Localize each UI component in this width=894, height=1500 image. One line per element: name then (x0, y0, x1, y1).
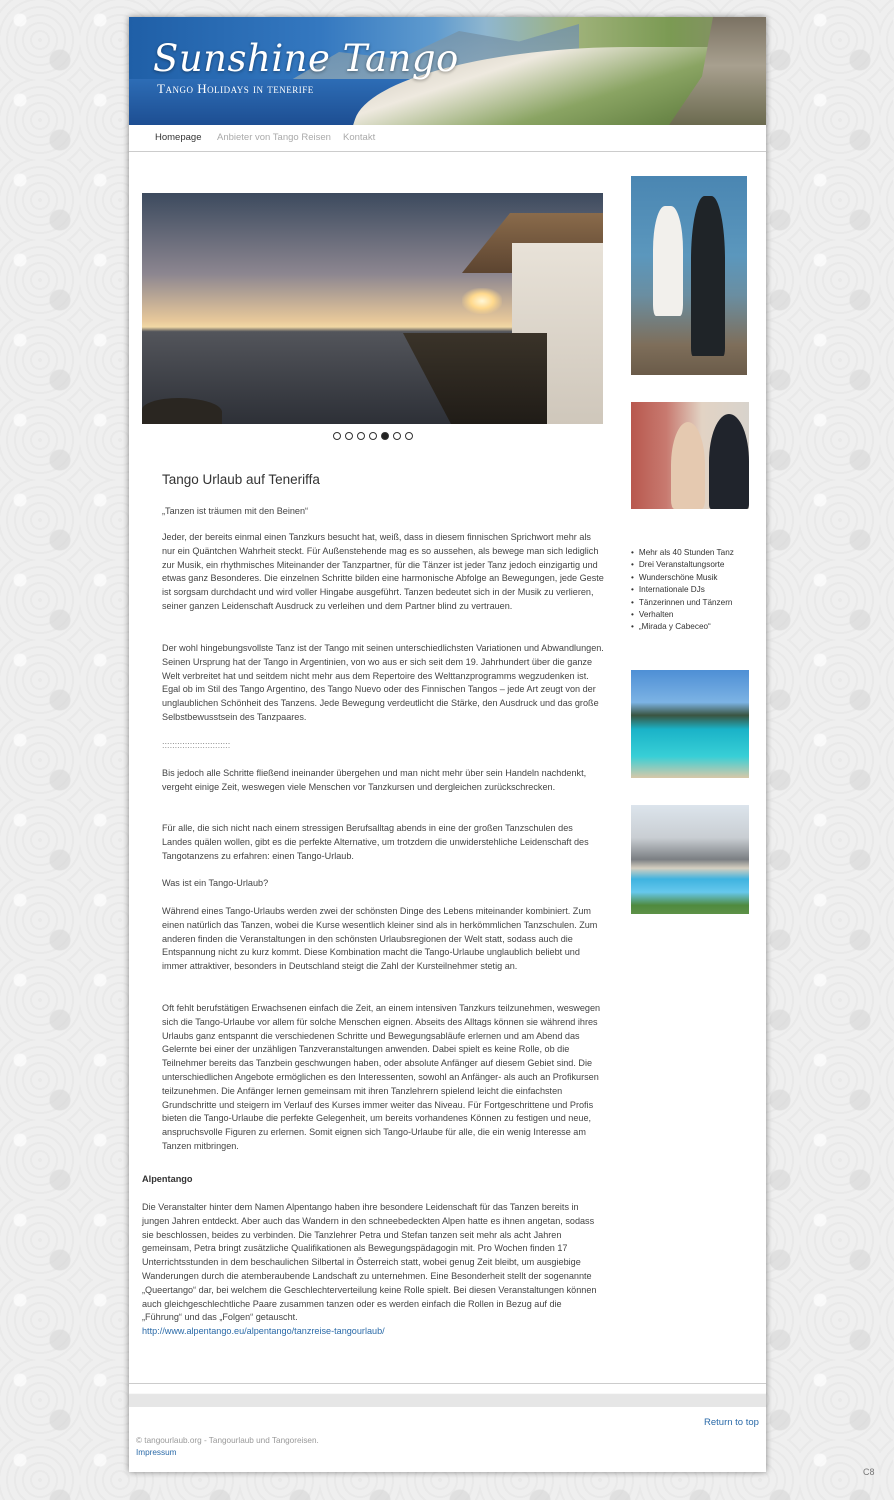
site-header (129, 17, 766, 125)
slider-sun (462, 288, 502, 314)
article-title: Tango Urlaub auf Teneriffa (162, 472, 320, 487)
sidebar-image-dancing-couple (631, 176, 747, 375)
slider-dot[interactable] (333, 432, 341, 440)
dancer-man (709, 414, 749, 509)
nav-item-homepage[interactable]: Homepage (155, 132, 202, 143)
article-paragraph: Jeder, der bereits einmal einen Tanzkurs besucht hat, weiß, dass in diesem finnischen Sprichwort mehr als nur ein Quäntchen Wahrheit steckt. Für Außenstehende mag es so aussehen, als bewege man sich lediglich zur Musik, ein rhythmisches Miteinander der Tanzpartner, für die Tänzer ist jeder Tanz jedoch einzigartig und etwas ganz Besonderes. Die einzelnen Schritte bilden eine harmonische Abfolge an Bewegungen, jede Geste ist sorgsam durchdacht und wird voller Hingabe ausgeführt. Tanzen bedeutet sich in der Musik zu verlieren, seiner ganzen Leidenschaft Ausdruck zu verleihen und dem Partner blind zu vertrauen. (162, 532, 604, 611)
nav-item-kontakt[interactable]: Kontakt (343, 132, 376, 143)
sidebar-list-item: • „Mirada y Cabeceo“ (631, 621, 734, 633)
slider-pagination (333, 432, 413, 442)
article-question: Was ist ein Tango-Urlaub? (162, 878, 269, 888)
alpentango-text: Die Veranstalter hinter dem Namen Alpentango haben ihre besondere Leidenschaft für das Tanzen bereits in jungen Jahren entdeckt. Aber auch das Wandern in den schneebedeckten Alpen hatte es ihnen angetan, sodass sie beschlossen, beides zu verbinden. Die Tanzlehrer Petra und Stefan tanzen seit mehr als acht Jahren gemeinsam, Petra bringt zusätzliche Qualifikationen als Bewegungspädagogin mit. Pro Wochen finden 17 Unterrichtsstunden in dem beschaulichen Silbertal in Österreich statt, wobei genug Zeit bleibt, um ausgiebige Wanderungen durch die atemberaubende Landschaft zu unternehmen. Eine Besonderheit stellt der sogenannte „Queertango“ dar, bei welchem die Geschlechterverteilung keine Rolle spielt. Bei diesen Veranstaltungen können auch gleichgeschlechtliche Paare zusammen tanzen oder es werden einfach die Rollen in Bezug auf die „Führung“ und das „Folgen“ getauscht. (142, 1202, 597, 1323)
sidebar-image-hotel-pool (631, 805, 749, 914)
sidebar-image-beach-bay (631, 670, 749, 778)
dancer-woman (653, 206, 683, 316)
article-paragraph (142, 1201, 604, 1339)
slider-dot[interactable] (405, 432, 413, 440)
sidebar-list-item: • Verhalten (631, 609, 734, 621)
return-to-top-link[interactable]: Return to top (704, 1417, 759, 1428)
image-slider[interactable] (142, 193, 603, 424)
sidebar-image-dancing-people (631, 402, 749, 509)
footer-copyright: © tangourlaub.org - Tangourlaub und Tangoreisen. (136, 1436, 319, 1445)
slider-dot[interactable] (381, 432, 389, 440)
slider-rocks (142, 398, 222, 424)
slider-terrace (387, 333, 547, 424)
main-navigation (129, 125, 766, 152)
corner-tag: C8 (863, 1467, 875, 1477)
sidebar-list-item: • Tänzerinnen und Tänzern (631, 597, 734, 609)
footer-divider (129, 1383, 766, 1407)
slider-dot[interactable] (393, 432, 401, 440)
article-paragraph: Oft fehlt berufstätigen Erwachsenen einfach die Zeit, an einem intensiven Tanzkurs teilzunehmen, weswegen sich die Tango-Urlaube vor allem für solche Menschen eignen. Abseits des Alltags können sie während ihres Urlaubs ganz entspannt die verschiedenen Schritte und Bewegungsabläufe erlernen und am Abend das Gelernte bei einer der unzähligen Tanzveranstaltungen anwenden. Dabei spielt es keine Rolle, ob die Teilnehmer bereits das Tanzbein geschwungen haben, oder absolute Anfänger auf diesem Gebiet sind. Die unterschiedlichen Angebote ermöglichen es den Interessenten, sowohl an Anfänger- als auch an Profikursen teilzunehmen. Die Anfänger lernen gemeinsam mit ihren Tanzlehrern spielend leicht die einfachsten Grundschritte und steigern im Verlauf des Kurses immer weiter das Niveau. Für Fortgeschrittene und Profis bieten die Tango-Urlaube die perfekte Gelegenheit, um bereits vorhandenes Können zu festigen und neue, anspruchsvolle Figuren zu erlernen. Somit eignen sich Tango-Urlaube für alle, die ein wenig Interesse am Tanzen mitbringen. (162, 1003, 601, 1151)
site-title[interactable]: Sunshine Tango (153, 37, 459, 80)
slider-dot[interactable] (345, 432, 353, 440)
dancer-man (691, 196, 725, 356)
article-paragraph: Bis jedoch alle Schritte fließend ineinander übergehen und man nicht mehr über sein Handeln nachdenkt, vergeht einige Zeit, weswegen viele Menschen vor Tanzkursen und dergleichen zurückschrecken. (162, 768, 587, 792)
sidebar-list-item: • Drei Veranstaltungsorte (631, 559, 734, 571)
sidebar-list-item: • Wunderschöne Musik (631, 572, 734, 584)
article-divider: ::::::::::::::::::::::::::: (162, 740, 231, 750)
section-heading-alpentango: Alpentango (142, 1174, 193, 1184)
sidebar-feature-list (631, 547, 734, 634)
slider-dot[interactable] (369, 432, 377, 440)
sidebar-list-item: • Internationale DJs (631, 584, 734, 596)
site-tagline: Tango Holidays in tenerife (157, 81, 314, 96)
article-paragraph: Während eines Tango-Urlaubs werden zwei der schönsten Dinge des Lebens miteinander kombiniert. Zum einen natürlich das Tanzen, wobei die Kurse wesentlich kleiner sind als in herkömmlichen Tanzschulen. Zum anderen finden die Veranstaltungen in den schönsten Urlaubsregionen der Welt statt, sodass auch die Entspannung nicht zu kurz kommt. Diese Kombination macht die Tango-Urlaube unglaublich beliebt und immer attraktiver, besonders in Deutschland steigt die Zahl der Kursteilnehmer stetig an. (162, 906, 598, 972)
alpentango-link[interactable]: http://www.alpentango.eu/alpentango/tanzreise-tangourlaub/ (142, 1326, 385, 1337)
article-paragraph: Der wohl hingebungsvollste Tanz ist der Tango mit seinen unterschiedlichsten Variationen und Abwandlungen. Seinen Ursprung hat der Tango in Argentinien, von wo aus er sich seit dem 19. Jahrhundert über die ganze Welt verbreitet hat und seitdem nicht mehr aus dem Repertoire des Welttanzprogramms wegzudenken ist. Egal ob im Stil des Tango Argentino, des Tango Nuevo oder des Finnischen Tangos – jede Art zeugt von der unglaublichen Schönheit des Tanzens. Jede Bewegung verdeutlicht die Stärke, den Ausdruck und das große Selbstbewusstsein des Tanzpaares. (162, 643, 604, 722)
slider-dot[interactable] (357, 432, 365, 440)
impressum-link[interactable]: Impressum (136, 1448, 177, 1457)
article-paragraph: Für alle, die sich nicht nach einem stressigen Berufsalltag abends in eine der großen Tanzschulen des Landes quälen wollen, gibt es die perfekte Alternative, um trotzdem die unwiderstehliche Leidenschaft des Tangotanzens zu erfahren: einen Tango-Urlaub. (162, 823, 589, 861)
nav-item-anbieter[interactable]: Anbieter von Tango Reisen (217, 132, 331, 143)
dancer-woman (671, 422, 705, 509)
article-quote: „Tanzen ist träumen mit den Beinen“ (162, 506, 309, 516)
sidebar-list-item: • Mehr als 40 Stunden Tanz (631, 547, 734, 559)
page-container (129, 17, 766, 1472)
